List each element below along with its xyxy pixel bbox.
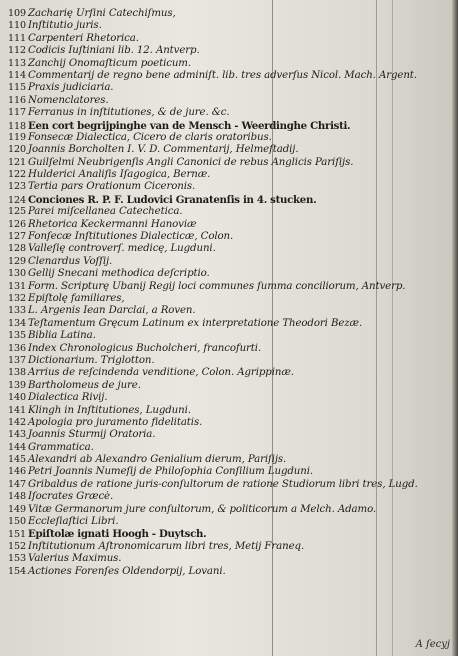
entry-title: Biblia Latina. (28, 330, 96, 342)
entry-number: 139 (7, 379, 26, 391)
list-item (4, 293, 452, 305)
list-item (4, 466, 452, 478)
entry-number: 131 (7, 280, 26, 292)
entry-title: Conciones R. P. F. Ludovici Granatenſis in 4. stucken. (28, 193, 317, 206)
entry-number: 138 (7, 367, 26, 379)
list-item (4, 58, 452, 70)
list-item (4, 367, 452, 379)
entry-title: Clenardus Voſſij. (28, 255, 113, 267)
list-item (4, 528, 452, 540)
list-item (4, 281, 452, 293)
entry-title: Fonsecæ Dialectica, Cicero de claris oratoribus. (28, 131, 272, 143)
entry-title: Guilſelmi Neubrigenſis Angli Canonici de rebus Anglicis Pariſijs. (28, 156, 354, 168)
entry-number: 145 (7, 454, 26, 466)
entry-number: 123 (7, 181, 26, 193)
list-item (4, 144, 452, 156)
list-item (4, 20, 452, 32)
entry-title: Inſtitutio juris. (28, 20, 102, 32)
list-item (4, 504, 452, 516)
entry-title: Bartholomeus de jure. (28, 379, 141, 391)
entry-number: 120 (7, 144, 26, 156)
list-item (4, 33, 452, 45)
entry-title: Teſtamentum Gręcum Latinum ex interpretatione Theodori Bezæ. (28, 317, 363, 329)
entry-title: Carpenteri Rhetorica. (28, 32, 139, 44)
entry-number: 132 (7, 292, 26, 304)
list-item (4, 219, 452, 231)
list-item (4, 541, 452, 553)
entry-number: 153 (7, 553, 26, 565)
entry-number: 134 (7, 317, 26, 329)
list-item (4, 305, 452, 317)
entry-number: 154 (7, 565, 26, 577)
entry-title: Grammatica. (28, 441, 94, 453)
entry-number: 147 (7, 478, 26, 490)
entry-number: 116 (7, 94, 26, 106)
entry-number: 149 (7, 503, 26, 515)
entry-title: Zacharię Urſini Catechiſmus, (28, 8, 176, 19)
entry-number: 128 (7, 243, 26, 255)
entry-number: 111 (7, 32, 26, 44)
list-item (4, 194, 452, 206)
list-item (4, 479, 452, 491)
entry-number: 140 (7, 392, 26, 404)
list-item (4, 442, 452, 454)
entry-number: 146 (7, 466, 26, 478)
entry-number: 109 (7, 8, 26, 19)
entry-number: 122 (7, 169, 26, 181)
list-item (4, 206, 452, 218)
entry-title: Epiſtolæ ignati Hoogh - Duytsch. (28, 528, 207, 541)
entry-title: Een cort begrijpinghe van de Mensch - Weerdinghe Christi. (28, 119, 351, 132)
entry-number: 113 (7, 57, 26, 69)
entry-number: 119 (7, 131, 26, 143)
list-item (4, 157, 452, 169)
entry-title: Arrius de reſcindenda venditione, Colon. Agrippinæ. (28, 367, 294, 379)
entry-number: 135 (7, 330, 26, 342)
entry-title: Hulderici Analiſis Iſagogica, Bernæ. (28, 169, 211, 181)
entry-number: 143 (7, 429, 26, 441)
entry-title: Fonſecæ Inſtitutiones Dialecticæ, Colon. (28, 231, 234, 243)
entry-number: 114 (7, 69, 26, 81)
entry-title: Dictionarium. Triglotton. (28, 354, 155, 366)
entry-title: Petri Joannis Numeſij de Philoſophia Conſilium Lugduni. (28, 466, 314, 478)
list-item (4, 355, 452, 367)
entry-number: 117 (7, 107, 26, 119)
entry-title: Tertia pars Orationum Ciceronis. (28, 181, 196, 193)
entry-title: Commentarij de regno bene adminiſt. lib. tres adverſus Nicol. Mach. Argent. (28, 69, 417, 81)
list-item (4, 380, 452, 392)
list-item (4, 107, 452, 119)
entry-title: Ferranus in inſtitutiones, & de jure. &c. (28, 107, 230, 119)
entry-title: Nomenclatores. (28, 94, 109, 106)
entry-number: 118 (7, 120, 26, 132)
list-item (4, 491, 452, 503)
list-item (4, 181, 452, 193)
entry-title: Rhetorica Keckermanni Hanoviæ (28, 218, 197, 230)
list-item (4, 243, 452, 255)
entry-title: Valerius Maximus. (28, 553, 122, 565)
list-item (4, 392, 452, 404)
list-item (4, 45, 452, 57)
list-item (4, 318, 452, 330)
entry-number: 152 (7, 540, 26, 552)
entry-number: 144 (7, 441, 26, 453)
list-item (4, 429, 452, 441)
entry-number: 127 (7, 231, 26, 243)
entry-title: Epiſtolę familiares, (28, 292, 125, 304)
book-list (4, 8, 452, 578)
entry-title: Joannis Sturmij Oratoria. (28, 429, 156, 441)
entry-number: 130 (7, 268, 26, 280)
entry-number: 150 (7, 516, 26, 528)
entry-title: Vitæ Germanorum jure conſultorum, & politicorum a Melch. Adamo. (28, 503, 377, 515)
list-item (4, 82, 452, 94)
page-edge (452, 0, 458, 656)
entry-title: Alexandri ab Alexandro Genialium dierum, Pariſijs. (28, 454, 287, 466)
entry-title: Parei miſcellanea Catechetica. (28, 206, 183, 218)
entry-title: Valleſię controverſ. medicę, Lugduni. (28, 243, 216, 255)
entry-title: Actiones Forenſes Oldendorpij, Lovani. (28, 565, 226, 577)
entry-title: Eccleſiaſtici Libri. (28, 516, 119, 528)
list-item (4, 8, 452, 20)
entry-number: 141 (7, 404, 26, 416)
entry-number: 133 (7, 305, 26, 317)
list-item (4, 95, 452, 107)
entry-number: 136 (7, 342, 26, 354)
entry-number: 125 (7, 206, 26, 218)
entry-title: Klingh in Inſtitutiones, Lugduni. (28, 404, 191, 416)
entry-title: Joannis Borcholten I. V. D. Commentarij, Helmeſtadij. (28, 144, 299, 156)
entry-title: Gribaldus de ratione juris-conſultorum de ratione Studiorum libri tres, Lugd. (28, 478, 418, 490)
entry-title: Apologia pro juramento fidelitatis. (28, 416, 203, 428)
entry-number: 115 (7, 82, 26, 94)
entry-title: Codicis Iuſtiniani lib. 12. Antverp. (28, 45, 200, 57)
list-item (4, 231, 452, 243)
page-signature: A ſecyj (415, 639, 450, 650)
list-item (4, 256, 452, 268)
list-item (4, 566, 452, 578)
entry-number: 112 (7, 45, 26, 57)
list-item (4, 330, 452, 342)
list-item (4, 268, 452, 280)
entry-number: 142 (7, 416, 26, 428)
entry-number: 126 (7, 218, 26, 230)
entry-title: Iſocrates Græcè. (28, 491, 114, 503)
list-item (4, 70, 452, 82)
list-item (4, 454, 452, 466)
entry-number: 121 (7, 156, 26, 168)
entry-number: 129 (7, 255, 26, 267)
entry-title: Index Chronologicus Bucholcheri, francofurti. (28, 342, 262, 354)
list-item (4, 417, 452, 429)
list-item (4, 516, 452, 528)
entry-number: 110 (7, 20, 26, 32)
entry-title: Dialectica Rivij. (28, 392, 108, 404)
entry-number: 151 (7, 529, 26, 541)
entry-number: 124 (7, 194, 26, 206)
list-item (4, 132, 452, 144)
entry-title: Inſtitutionum Aſtronomicarum libri tres, Metij Franeq. (28, 540, 305, 552)
list-item (4, 169, 452, 181)
list-item (4, 405, 452, 417)
entry-number: 137 (7, 354, 26, 366)
list-item (4, 343, 452, 355)
list-item (4, 120, 452, 132)
entry-title: L. Argenis Iean Darclai, a Roven. (28, 305, 196, 317)
entry-title: Zanchij Onomaſticum poeticum. (28, 57, 192, 69)
entry-title: Form. Scripturę Ubanij Regij loci communes ſumma conciliorum, Antverp. (28, 280, 406, 292)
entry-title: Praxis judiciaria. (28, 82, 114, 94)
entry-number: 148 (7, 491, 26, 503)
entry-title: Gellij Snecani methodica deſcriptio. (28, 268, 210, 280)
list-item (4, 553, 452, 565)
